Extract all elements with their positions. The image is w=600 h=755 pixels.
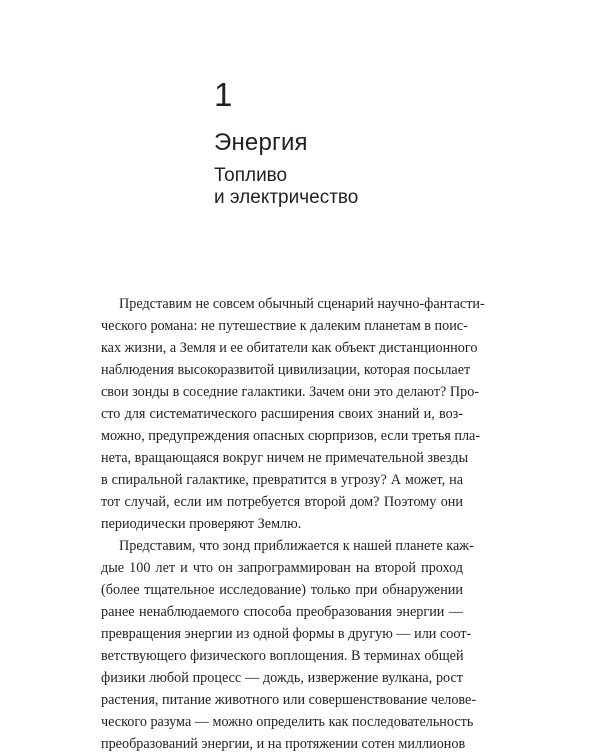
text-line: в спиральной галактике, превратится в угрозу? А может, на xyxy=(101,472,463,488)
chapter-subtitle-line: и электричество xyxy=(214,187,359,208)
text-line: периодически проверяют Землю. xyxy=(101,516,302,532)
body-text xyxy=(101,293,485,755)
text-line: ках жизни, а Земля и ее обитатели как объект дистанционного xyxy=(101,340,478,356)
chapter-subtitle xyxy=(214,165,474,209)
text-line: нета, вращающаяся вокруг ничем не примечательной звезды xyxy=(101,450,469,466)
text-line: сто для систематического расширения своих знаний и, воз- xyxy=(101,406,463,422)
text-line: преобразований энергии, и на протяжении сотен миллионов xyxy=(101,736,466,752)
text-line: ранее ненаблюдаемого способа преобразования энергии — xyxy=(101,604,463,620)
text-line: Представим не совсем обычный сценарий научно-фантасти- xyxy=(119,296,485,312)
text-line: можно, предупреждения опасных сюрпризов, если третья пла- xyxy=(101,428,481,444)
text-line: ческого разума — можно определить как последовательность xyxy=(101,714,474,730)
text-line: тот случай, если им потребуется второй дом? Поэтому они xyxy=(101,494,463,510)
text-line: ветствующего физического воплощения. В терминах общей xyxy=(101,648,464,664)
text-line: свои зонды в соседние галактики. Зачем они это делают? Про- xyxy=(101,384,480,400)
text-line: Представим, что зонд приближается к нашей планете каж- xyxy=(119,538,474,554)
text-line: (более тщательное исследование) только при обнаружении xyxy=(101,582,463,598)
text-line: растения, питание животного или совершенствование челове- xyxy=(101,692,477,708)
text-line: ческого романа: не путешествие к далеким планетам в поис- xyxy=(101,318,468,334)
chapter-title: Энергия xyxy=(214,129,308,156)
paragraph-2 xyxy=(101,535,477,755)
text-line: физики любой процесс — дождь, извержение вулкана, рост xyxy=(101,670,463,686)
text-line: превращения энергии из одной формы в другую — или соот- xyxy=(101,626,472,642)
text-line: наблюдения высокоразвитой цивилизации, которая посылает xyxy=(101,362,471,378)
text-line: дые 100 лет и что он запрограммирован на второй проход xyxy=(101,560,463,576)
chapter-number: 1 xyxy=(214,76,233,113)
chapter-subtitle-line: Топливо xyxy=(214,165,288,186)
paragraph-1 xyxy=(101,293,485,535)
